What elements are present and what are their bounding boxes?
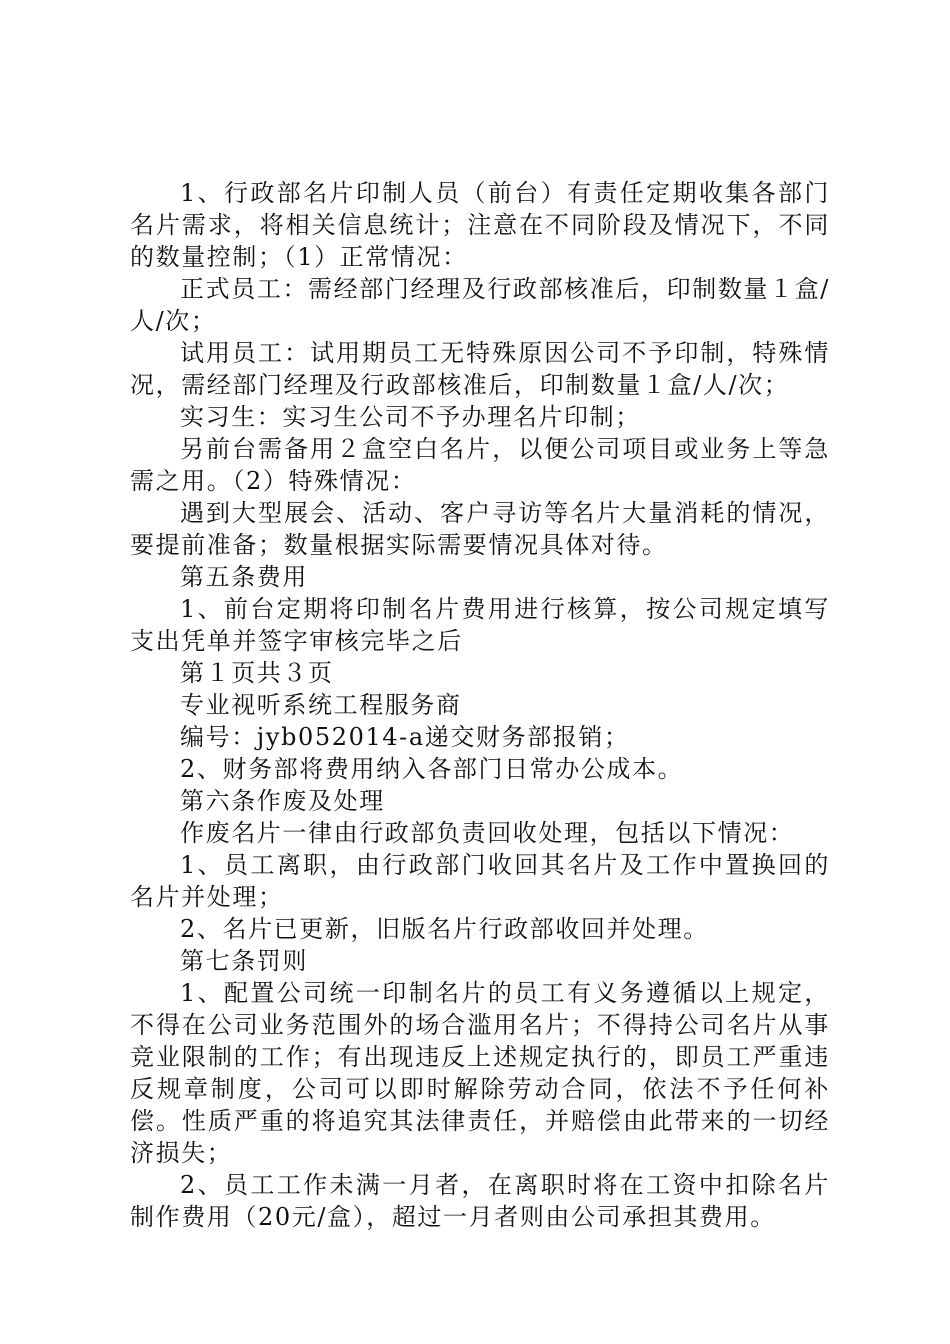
paragraph-intern: 实习生：实习生公司不予办理名片印制； <box>180 403 641 431</box>
paragraph-probation-employee: 试用员工：试用期员工无特殊原因公司不予印制，特殊情况，需经部门经理及行政部核准后，印制数量１盒/人/次； <box>130 339 830 399</box>
section-heading-disposal: 第六条作废及处理 <box>180 787 385 815</box>
paragraph-card-collection: 1、行政部名片印制人员（前台）有责任定期收集各部门名片需求，将相关信息统计；注意在不同阶段及情况下，不同的数量控制；（1）正常情况： <box>130 179 830 271</box>
section-heading-fees: 第五条费用 <box>180 563 308 591</box>
paragraph-document-code: 编号：jyb052014-a递交财务部报销； <box>180 723 630 751</box>
paragraph-formal-employee: 正式员工：需经部门经理及行政部核准后，印制数量１盒/人/次； <box>130 275 830 335</box>
paragraph-card-update: 2、名片已更新，旧版名片行政部收回并处理。 <box>180 915 709 943</box>
paragraph-resignation: 1、员工离职，由行政部门收回其名片及工作中置换回的名片并处理； <box>130 851 830 911</box>
paragraph-fee-accounting: 1、前台定期将印制名片费用进行核算，按公司规定填写支出凭单并签字审核完毕之后 <box>130 595 830 655</box>
paragraph-special-events: 遇到大型展会、活动、客户寻访等名片大量消耗的情况，要提前准备；数量根据实际需要情况具体对待。 <box>130 499 830 559</box>
section-heading-penalties: 第七条罚则 <box>180 947 308 975</box>
company-tagline: 专业视听系统工程服务商 <box>180 691 462 719</box>
paragraph-disposal-intro: 作废名片一律由行政部负责回收处理，包括以下情况： <box>180 819 795 847</box>
paragraph-cost-deduction: 2、员工工作未满一月者，在离职时将在工资中扣除名片制作费用（20元/盒），超过一月者则由公司承担其费用。 <box>130 1171 830 1231</box>
paragraph-misuse-penalty: 1、配置公司统一印制名片的员工有义务遵循以上规定，不得在公司业务范围外的场合滥用名片；不得持公司名片从事竞业限制的工作；有出现违反上述规定执行的，即员工严重违反规章制度，公司可以即时解除劳动合同，依法不予任何补偿。性质严重的将追究其法律责任，并赔偿由此带来的一切经济损失； <box>130 979 830 1167</box>
page-number-text: 第１页共３页 <box>180 659 334 687</box>
paragraph-finance-cost: 2、财务部将费用纳入各部门日常办公成本。 <box>180 755 684 783</box>
paragraph-reserve-cards: 另前台需备用２盒空白名片，以便公司项目或业务上等急需之用。（2）特殊情况： <box>130 435 830 495</box>
document-body <box>130 177 830 1233</box>
